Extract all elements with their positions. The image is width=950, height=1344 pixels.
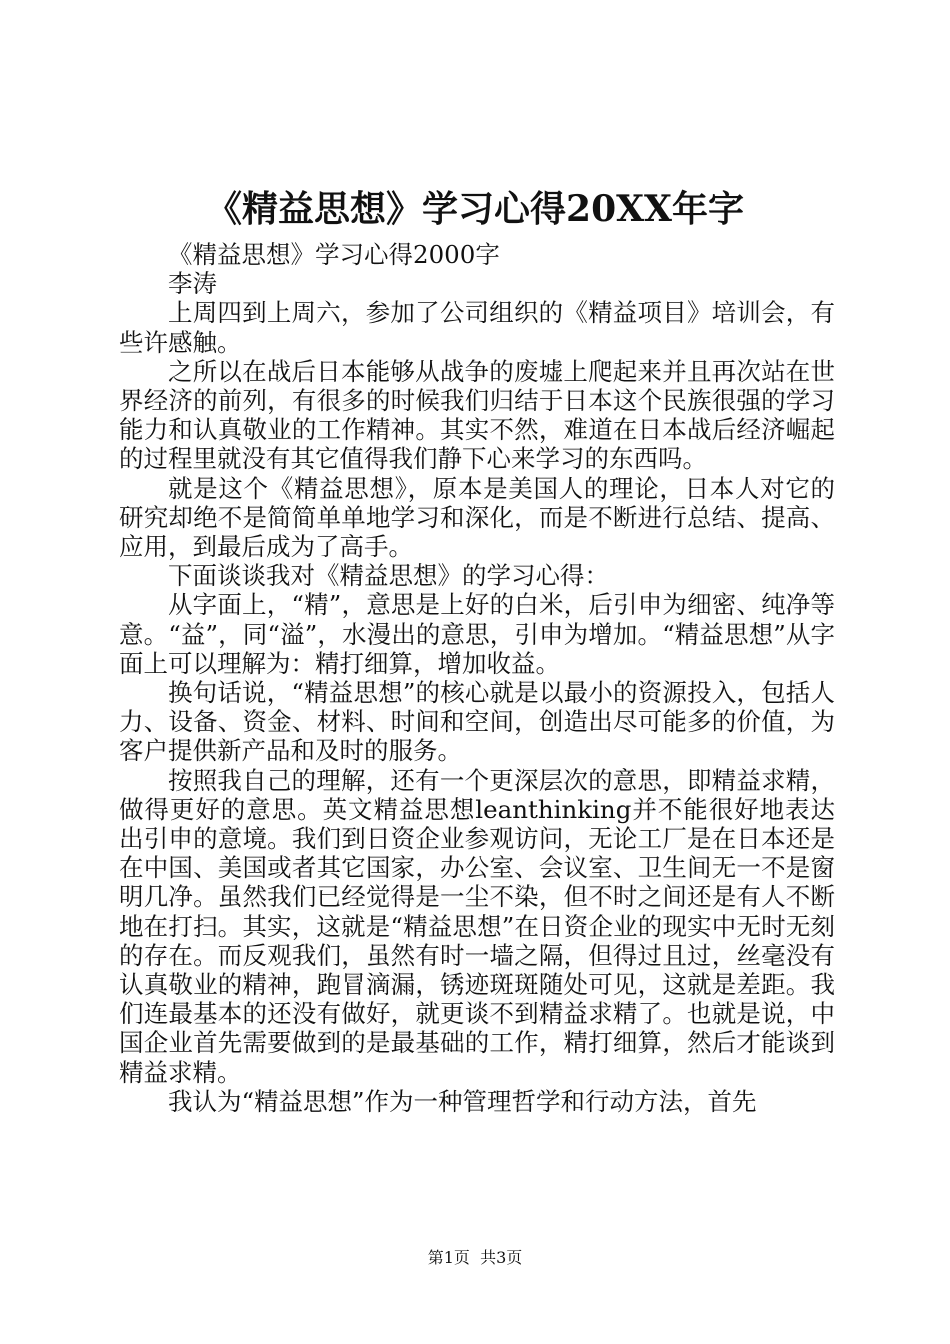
- paragraph: 之所以在战后日本能够从战争的废墟上爬起来并且再次站在世界经济的前列，有很多的时候我们归结于日本这个民族很强的学习能力和认真敬业的工作精神。其实不然，难道在日本战后经济崛起的过程里就没有其它值得我们静下心来学习的东西吗。: [119, 356, 835, 474]
- page-number: 第1页 共3页: [427, 1248, 523, 1267]
- paragraph: 我认为“精益思想”作为一种管理哲学和行动方法，首先: [168, 1086, 757, 1116]
- paragraph: 上周四到上周六，参加了公司组织的《精益项目》培训会，有些许感触。: [119, 298, 835, 357]
- paragraph: 从字面上，“精”，意思是上好的白米，后引申为细密、纯净等意。“益”，同“溢”，水漫出的意思，引申为增加。“精益思想”从字面上可以理解为：精打细算，增加收益。: [119, 590, 835, 678]
- document-body: [119, 240, 835, 1116]
- paragraph: 按照我自己的理解，还有一个更深层次的意思，即精益求精，做得更好的意思。英文精益思想leanthinking并不能很好地表达出引申的意境。我们到日资企业参观访问，无论工厂是在日本还是在中国、美国或者其它国家，办公室、会议室、卫生间无一不是窗明几净。虽然我们已经觉得是一尘不染，但不时之间还是有人不断地在打扫。其实，这就是“精益思想”在日资企业的现实中无时无刻的存在。而反观我们，虽然有时一墙之隔，但得过且过，丝毫没有认真敬业的精神，跑冒滴漏，锈迹斑斑随处可见，这就是差距。我们连最基本的还没有做好，就更谈不到精益求精了。也就是说，中国企业首先需要做到的是最基础的工作，精打细算，然后才能谈到精益求精。: [119, 765, 835, 1087]
- paragraph-subtitle: 《精益思想》学习心得2000字: [168, 240, 500, 269]
- page-footer: [0, 1247, 950, 1269]
- paragraph: 换句话说，“精益思想”的核心就是以最小的资源投入，包括人力、设备、资金、材料、时间和空间，创造出尽可能多的价值，为客户提供新产品和及时的服务。: [119, 678, 835, 766]
- paragraph-author: 李涛: [168, 269, 217, 299]
- document-title: 《精益思想》学习心得20XX年字: [206, 188, 744, 230]
- paragraph: 下面谈谈我对《精益思想》的学习心得：: [168, 561, 609, 591]
- paragraph: 就是这个《精益思想》，原本是美国人的理论，日本人对它的研究却绝不是简简单单地学习和深化，而是不断进行总结、提高、应用，到最后成为了高手。: [119, 473, 835, 562]
